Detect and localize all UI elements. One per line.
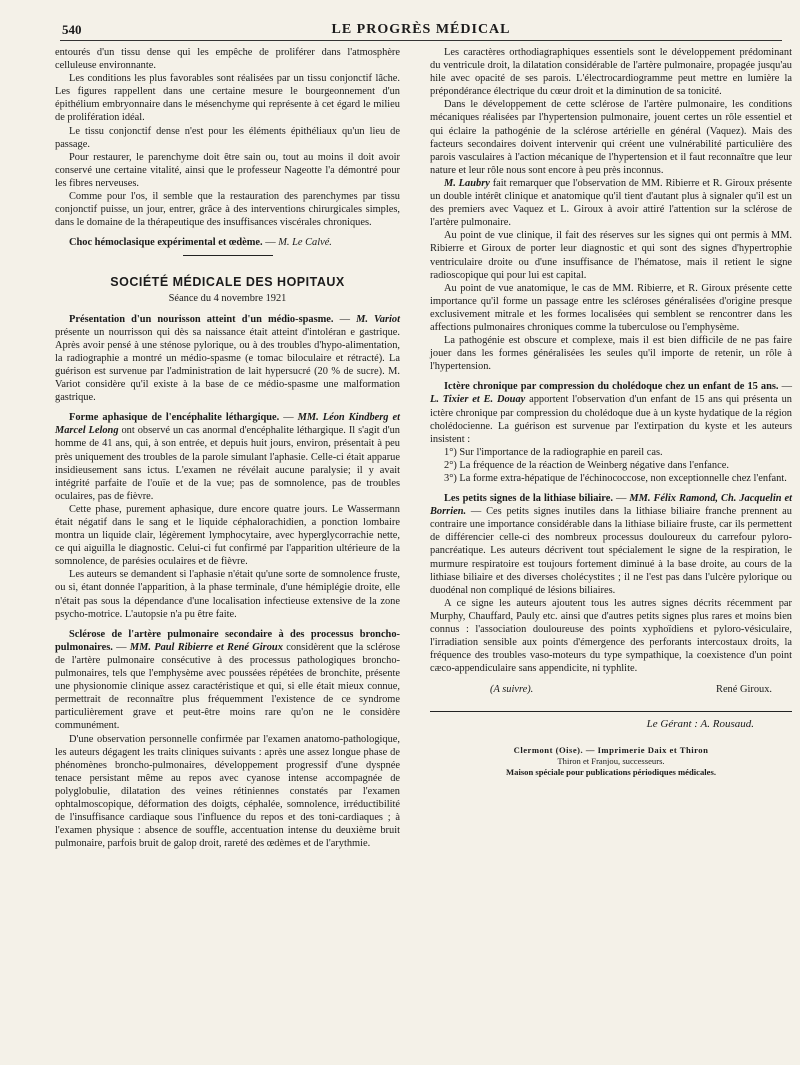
printer-line: Maison spéciale pour publications périodiques médicales. <box>506 766 716 777</box>
item-body: présente un nourrisson qui dès sa naissance était atteint d'intoléran e gastrique. Après avoir pensé à une sténose pylorique, ou à des troubles d'hypo-alimentation, la radiographie a montré un médio-spasme (e tomac biloculaire et rétracté). La guérison est survenue par l'administration de lait hypersucré (20 % de sucre). M. Variot considère qu'il existe à la base de ce médio-spasme une malformation gastrique. <box>55 326 400 404</box>
paragraph: A ce signe les auteurs ajoutent tous les autres signes décrits récemment par Murphy, Chauffard, Pauly etc. ainsi que d'autres petits signes plus rares et moins bien connus : l'association douloureuse des points xyphoïdiens et pyloro-vésiculaire, l'irradiation sensible aux points d'émergence des perforants intercostaux droits, la fréquence des troubles vaso-moteurs du type sympathique, la coexistence d'un point cæco-appendiculaire sans appendicite, ni typhlite. <box>430 597 792 675</box>
paragraph: Les caractères orthodiagraphiques essentiels sont le développement prédominant du ventricule droit, la dilatation considérable de l'artère pulmonaire, propagée jusqu'au hile avec opacité de ses parois. L'électrocardiogramme peut mettre en lumière la prépondérance électrique du cœur droit et la diminution de sa tonicité. <box>430 47 792 98</box>
item-author: M. Variot <box>356 313 400 325</box>
right-column <box>430 46 792 778</box>
divider <box>183 255 273 256</box>
paragraph: Choc hémoclasique expérimental et œdème. — M. Le Calvé. <box>69 237 332 249</box>
signature: René Giroux. <box>716 684 772 696</box>
paragraph: Au point de vue anatomique, le cas de MM. Ribierre, et R. Giroux présente cette importance qu'il forme un passage entre les scléroses généralisées d'origine presque exclusivement mitrale et les formes localisées qui semblent se rencontrer dans les affections pulmonaires chroniques comme la tuberculose ou l'emphysème. <box>430 282 792 333</box>
paragraph: Les petits signes de la lithiase biliaire. — MM. Félix Ramond, Ch. Jacquelin et Borrien. — Ces petits signes inutiles dans la lithiase biliaire franche prennent au contraire une importance considérable dans la lithiase biliaire fruste, car ils permettent de différencier celle-ci des nombreux processus douloureux du carrefour pyloro-pancréatique. Les auteurs décrivent tout spécialement le signe de la respiration, le murmure respiratoire est toujours fortement diminué à la base droite, au cours de la lithiase biliaire et des diverses cholécystites ; il ne l'est pas dans l'ulcère pylorique ou duodénal non compliqué de lésions biliaires. <box>430 493 793 596</box>
item-author: MM. Léon Kindberg et Marcel Lelong <box>55 412 401 437</box>
list-item: 3°) La forme extra-hépatique de l'échinococcose, non exceptionnelle chez l'enfant. <box>444 473 787 484</box>
page-header <box>60 22 782 41</box>
paragraph: entourés d'un tissu dense qui les empêche de proliférer dans l'atmosphère celluleuse environnante. <box>55 47 400 72</box>
item-body: Ces petits signes inutiles dans la lithiase biliaire franche prennent au contraire une importance considérable dans la lithiase biliaire fruste, car ils permettent de différencier celle-ci des nombreux processus douloureux du carrefour pyloro-pancréatique. Les auteurs décrivent tout spécialement le signe de la respiration, le murmure respiratoire est toujours fortement diminué à la base droite, au cours de la lithiase biliaire et des diverses cholécystites ; il ne l'est pas dans l'ulcère pylorique ou duodénal non compliqué de lésions biliaires. <box>430 506 792 596</box>
journal-title: LE PROGRÈS MÉDICAL <box>331 22 511 37</box>
item-body: apportent l'observation d'un enfant de 15 ans qui présenta un ictère chronique par compression du cholédoque due à un kyste hydatique de la région cholédocienne. La guérison est survenue par l'extirpation du kyste et les auteurs insistent : <box>430 394 792 445</box>
section-date: Séance du 4 novembre 1921 <box>168 292 287 304</box>
item-heading: Présentation d'un nourisson atteint d'un médio-spasme. <box>69 313 334 325</box>
item-author: L. Tixier et E. Douay <box>430 394 526 406</box>
paragraph: Cette phase, purement aphasique, dure encore quatre jours. Le Wassermann était négatif dans le sang et le liquide céphalorachidien, a ponction lombaire montra un liquide clair, légèrement lymphocytaire, avec hyperglycorrachie nette, ce qui aiguilla le diagnostic. Celui-ci fut confirmé par l'apparition ultérieure de la somnolence, de parésies oculaires et de fièvre. <box>55 503 400 568</box>
item-author: MM. Paul Ribierre et René Giroux <box>129 641 283 653</box>
item-heading: Forme aphasique de l'encéphalite léthargique. <box>69 412 280 424</box>
item-author: M. Laubry <box>444 177 490 189</box>
list-item: 1°) Sur l'importance de la radiographie en pareil cas. <box>444 446 663 458</box>
item-body: fait remarquer que l'observation de MM. Ribierre et R. Giroux présente un double intérêt clinique et anatomique qu'il tient d'autant plus à signaler qu'il est un des premiers avec Vaquez et L. Giroux à avoir attiré l'attention sur la sclérose de l'artère pulmonaire. <box>430 177 792 229</box>
signature-line <box>430 683 792 696</box>
paragraph: Présentation d'un nourisson atteint d'un médio-spasme. — M. Variot présente un nourrisson qui dès sa naissance était atteint d'intoléran e gastrique. Après avoir pensé à une sténose pylorique, ou à des troubles d'hypo-alimentation, la radiographie a montré un médio-spasme (e tomac biloculaire et rétracté). La guérison est survenue par l'administration de lait hypersucré (20 % de sucre). M. Variot considère qu'il existe à la base de ce médio-spasme une malformation gastrique. <box>55 313 400 404</box>
paragraph <box>430 177 792 229</box>
paragraph: Forme aphasique de l'encéphalite léthargique. — MM. Léon Kindberg et Marcel Lelong ont observé un cas anormal d'encéphalite léthargique. Il s'agit d'un homme de 41 ans, qui, à son entrée, et depuis huit jours, environ, présentait à peu près uniquement des troubles de la parole simulant l'aphasie. Celle-ci était apparue insidieusement sans ictus. L'examen ne révélait aucune paralysie; il y avait intégrité parfaite de l'ouïe et de la vue; pas de somnolence, pas de troubles oculaires, pas de fièvre. <box>55 412 401 502</box>
printer-line: Clermont (Oise). — Imprimerie Daix et Thiron <box>513 744 709 755</box>
list-item: 2°) La fréquence de la réaction de Weinberg négative dans l'enfance. <box>444 459 729 471</box>
paragraph: La pathogénie est obscure et complexe, mais il est bien difficile de ne pas faire jouer dans les formes généralisées les seules qu'il importe de retenir, un rôle à l'hypertension. <box>430 335 792 373</box>
item-heading: Sclérose de l'artère pulmonaire secondaire à des processus broncho-pulmonaires. <box>55 628 400 653</box>
item-body: considèrent que la sclérose de l'artère pulmonaire consécutive à des processus pathologiques broncho-pulmonaires, tels que l'emphysème avec poussées répétées de bronchite, présente une physionomie clinique assez caractéristique et qui, si elle était mieux connue, permettrait de reconnaître plus fréquemment l'existence de ce syndrome particulièrement grave et peut-être moins rare qu'on ne le considère communément. <box>55 641 400 732</box>
item-author: MM. Félix Ramond, Ch. Jacquelin et Borrien. <box>430 493 793 518</box>
divider <box>430 711 792 712</box>
paragraph: Sclérose de l'artère pulmonaire secondaire à des processus broncho-pulmonaires. — MM. Paul Ribierre et René Giroux considèrent que la sclérose de l'artère pulmonaire consécutive à des processus pathologiques broncho-pulmonaires, tels que l'emphysème avec poussées répétées de bronchite, présente une physionomie clinique assez caractéristique et qui, si elle était mieux connue, permettrait de reconnaître plus fréquemment l'existence de ce syndrome particulièrement grave et peut-être moins rare qu'on ne le considère communément. <box>55 628 400 732</box>
item-heading: Les petits signes de la lithiase biliaire. <box>444 493 613 505</box>
paragraph: Comme pour l'os, il semble que la restauration des parenchymes par tissu conjonctif puisse, un jour, entrer, grâce à des interventions chirurgicales simples, dans le domaine de la thérapeutique des insuffisances viscérales chroniques. <box>55 191 400 229</box>
gerant-line: Le Gérant : A. Rousaud. <box>646 717 754 730</box>
item-author: M. Le Calvé. <box>278 237 332 249</box>
to-follow: (A suivre). <box>490 684 534 696</box>
paragraph: Pour restaurer, le parenchyme doit être sain ou, tout au moins il doit avoir conservé une certaine vitalité, ainsi que le professeur Nageotte l'a démontré pour les fibres nerveuses. <box>55 151 400 189</box>
paragraph: Ictère chronique par compression du cholédoque chez un enfant de 15 ans. — L. Tixier et E. Douay apportent l'observation d'un enfant de 15 ans qui présenta un ictère chronique par compression du cholédoque due à un kyste hydatique de la région cholédocienne. La guérison est survenue par l'extirpation du kyste et les auteurs insistent : <box>430 381 792 445</box>
paragraph: Les conditions les plus favorables sont réalisées par un tissu conjonctif lâche. Les figures rappellent dans une certaine mesure le bourgeonnement d'un épithélium embryonnaire dans le mésenchyme qui représente à cet égard le milieu de prolifération idéal. <box>55 73 400 124</box>
item-body: ont observé un cas anormal d'encéphalite léthargique. Il s'agit d'un homme de 41 ans, qui, à son entrée, et depuis huit jours, environ, présentait à peu près uniquement des troubles de la parole simulant l'aphasie. Celle-ci était apparue insidieusement sans ictus. L'examen ne révélait aucune paralysie; il y avait intégrité parfaite de l'ouïe et de la vue; pas de somnolence, pas de troubles oculaires, pas de fièvre. <box>55 425 400 502</box>
paragraph: Les auteurs se demandent si l'aphasie n'était qu'une sorte de somnolence fruste, ou si, étant donnée l'apparition, à la phase terminale, d'une hémiplégie droite, elle n'était pas sous la dépendance d'une localisation infectieuse extensive de la zone psycho-motrice. L'autopsie n'a pu être faite. <box>55 569 400 620</box>
item-heading: Choc hémoclasique expérimental et œdème. <box>69 237 263 249</box>
paragraph: Dans le développement de cette sclérose de l'artère pulmonaire, les conditions mécaniques réalisées par l'hypertension pulmonaire, jouent certes un rôle essentiel et qui éclaire la pathogénie de la sclérose artérielle en général (Vaquez). Mais des facteurs secondaires doivent intervenir qui créent une vulnérabilité particulière des parois vasculaires à l'action mécanique de l'hypertension et il faut reconnaître que leur nature et leur rôle nous sont encore à peu près inconnus. <box>430 99 792 176</box>
section-title: SOCIÉTÉ MÉDICALE DES HOPITAUX <box>110 275 345 290</box>
left-column <box>55 46 400 850</box>
paragraph: D'une observation personnelle confirmée par l'examen anatomo-pathologique, les auteurs dégagent les traits cliniques suivants : après une assez longue phase de phénomènes broncho-pulmonaires, développement progressif d'une dyspnée tenace persistant même au repos avec cyanose intense accompagnée de polyglobulie, dilatation des veines rétiniennes constatés par l'examen ophtalmoscopique, déformation des doigts, céphalée, somnolence, irréductibilité de l'insuffisance cardiaque sous l'influence du repos et des toni-cardiaques ; à l'examen physique : absence de souffle, accentuation intense du deuxième bruit pulmonaire, parfois bruit de galop droit, rareté des œdèmes et de l'arythmie. <box>55 733 400 850</box>
page-number: 540 <box>62 22 82 37</box>
item-heading: Ictère chronique par compression du cholédoque chez un enfant de 15 ans. <box>444 381 779 393</box>
paragraph: Le tissu conjonctif dense n'est pour les éléments épithéliaux qu'un lieu de passage. <box>55 125 400 150</box>
printer-imprint <box>430 745 792 778</box>
printer-line: Thiron et Franjou, successeurs. <box>557 755 665 766</box>
paragraph: Au point de vue clinique, il fait des réserves sur les signes qui ont permis à MM. Ribierre et Giroux de porter leur diagnostic et qui sont des signes d'hypertrophie ventriculaire droite ou d'une insuffisance de l'hématose, mais il retient le signe radioscopique qui pour lui est capital. <box>430 230 792 281</box>
